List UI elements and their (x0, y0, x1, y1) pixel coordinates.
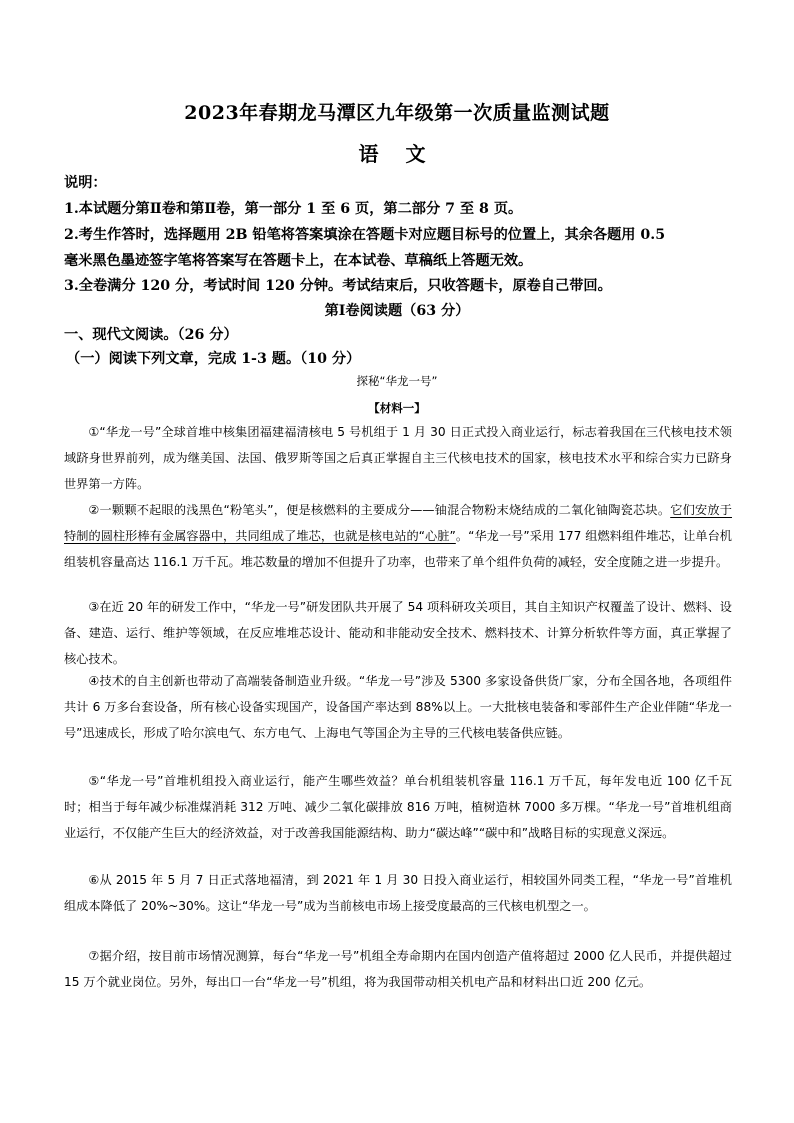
section-heading: 第Ⅰ卷阅读题（63 分） (324, 303, 470, 319)
paragraph-text: ⑤“华龙一号”首堆机组投入商业运行，能产生哪些效益？单台机组装机容量 116.1 万千瓦，每年发电近 100 亿千瓦时；相当于每年减少标准煤消耗 312 万吨、减少二氧化碳排放 816 万吨，植树造林 7000 多万棵。“华龙一号”首堆机组商业运行，不仅能产生巨大的经济效益，对于改善我国能源结构、助力“碳达峰”“碳中和”战略目标的实现意义深远。 (64, 774, 732, 840)
article-paragraph (64, 419, 732, 497)
paragraph-text: ①“华龙一号”全球首堆中核集团福建福清核电 5 号机组于 1 月 30 日正式投入商业运行，标志着我国在三代核电技术领域跻身世界前列，成为继美国、法国、俄罗斯等国之后真正掌握自主三代核电技术的国家，核电技术水平和综合实力已跻身世界第一方阵。 (64, 425, 732, 491)
subject-title: 语 文 (358, 142, 436, 166)
subpart-heading: （一）阅读下列文章，完成 1-3 题。（10 分） (66, 351, 361, 367)
paragraph-text: ⑦据介绍，按目前市场情况测算，每台“华龙一号”机组全寿命期内在国内创造产值将超过 2000 亿人民币，并提供超过 15 万个就业岗位。另外，每出口一台“华龙一号”机组，将为我国带动相关机电产品和材料出口近 200 亿元。 (64, 949, 732, 989)
article-paragraph (64, 668, 732, 746)
instruction-item: 2.考生作答时，选择题用 2B 铅笔将答案填涂在答题卡对应题目标号的位置上，其余各题用 0.5 (64, 227, 666, 243)
instruction-item: 1.本试题分第Ⅱ卷和第Ⅱ卷，第一部分 1 至 6 页，第二部分 7 至 8 页。 (64, 201, 523, 217)
article-paragraph (64, 594, 732, 672)
article-paragraph (64, 768, 732, 846)
paragraph-text: ③在近 20 年的研发工作中，“华龙一号”研发团队共开展了 54 项科研攻关项目，其自主知识产权覆盖了设计、燃料、设备、建造、运行、维护等领域，在反应堆堆芯设计、能动和非能动安全技术、燃料技术、计算分析软件等方面，真正掌握了核心技术。 (64, 600, 732, 666)
paragraph-text: 。“华龙一号”采用 177 组燃料组件堆芯，让单台机组装机容量高达 116.1 万千瓦。堆芯数量的增加不但提升了功率，也带来了单个组件负荷的减轻，安全度随之进一步提升。 (64, 529, 732, 569)
article-title: 探秘“华龙一号” (356, 374, 438, 388)
article-paragraph (64, 943, 732, 995)
article-paragraph (64, 497, 732, 575)
article-paragraph (64, 867, 732, 919)
material-label: 【材料一】 (368, 401, 426, 415)
part-heading: 一、现代文阅读。（26 分） (64, 327, 238, 343)
instruction-item: 毫米黑色墨迹签字笔将答案写在答题卡上，在本试卷、草稿纸上答题无效。 (64, 253, 533, 269)
paragraph-text: ⑥从 2015 年 5 月 7 日正式落地福清，到 2021 年 1 月 30 日投入商业运行，相较国外同类工程，“华龙一号”首堆机组成本降低了 20%~30%。这让“华龙一号”成为当前核电市场上接受度最高的三代核电机型之一。 (64, 873, 732, 913)
underlined-sentence: 它们安放于特制的圆柱形棒有金属容器中，共同组成了堆芯，也就是核电站的“心脏” (64, 503, 732, 543)
exam-title: 2023年春期龙马潭区九年级第一次质量监测试题 (184, 102, 610, 124)
instructions-label: 说明： (64, 175, 107, 191)
paragraph-text: ②一颗颗不起眼的浅黑色“粉笔头”，便是核燃料的主要成分——铀混合物粉末烧结成的二氧化铀陶瓷芯块。 (88, 503, 671, 517)
paragraph-text: ④技术的自主创新也带动了高端装备制造业升级。“华龙一号”涉及 5300 多家设备供货厂家，分布全国各地，各项组件共计 6 万多台套设备，所有核心设备实现国产，设备国产率达到 88%以上。一大批核电装备和零部件生产企业伴随“华龙一号”迅速成长，形成了哈尔滨电气、东方电气、上海电气等国企为主导的三代核电装备供应链。 (64, 674, 732, 740)
instruction-item: 3.全卷满分 120 分，考试时间 120 分钟。考试结束后，只收答题卡，原卷自己带回。 (64, 278, 612, 294)
